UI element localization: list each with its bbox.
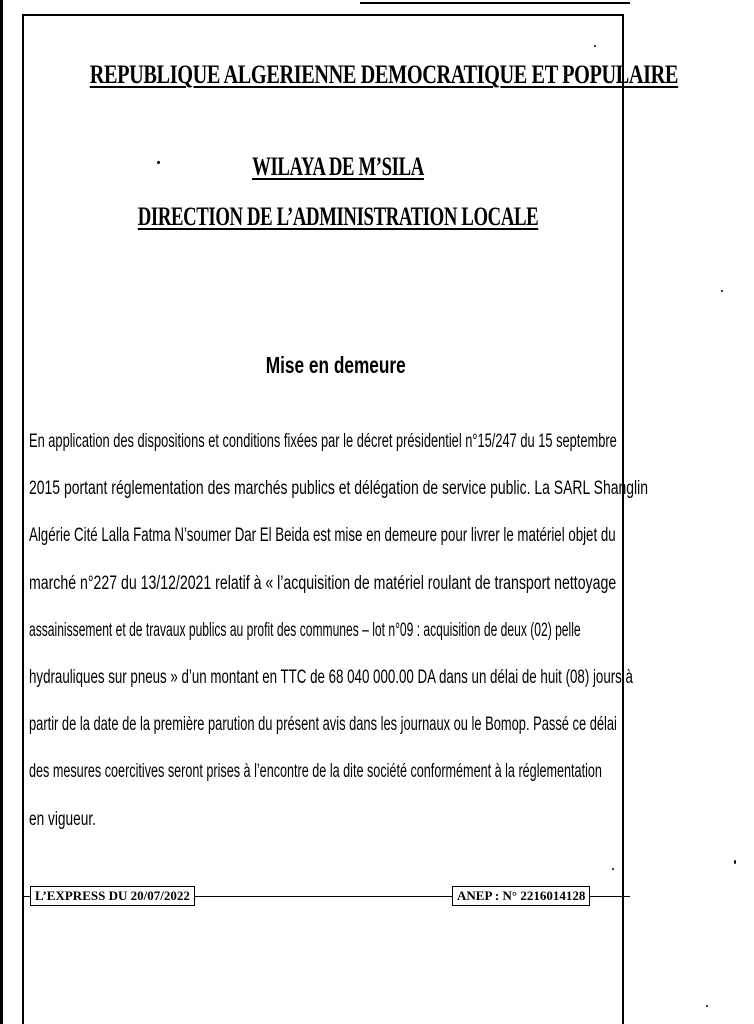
notice-body (29, 418, 648, 843)
republic-header: REPUBLIQUE ALGERIENNE DEMOCRATIQUE ET POPULAIRE (89, 60, 679, 89)
anep-stamp: ANEP : N° 2216014128 (452, 886, 590, 906)
scan-speck (612, 868, 614, 870)
scan-speck (721, 290, 723, 292)
body-line-7: partir de la date de la première parution du présent avis dans les journaux ou le Bomop. Passé ce délai (29, 714, 617, 736)
body-line-5: assainissement et de travaux publics au profit des communes – lot n°09 : acquisition de deux (02) pelle (29, 619, 581, 641)
body-line-2: 2015 portant réglementation des marchés publics et délégation de service public. La SARL Shanglin (29, 478, 648, 500)
body-line-8: des mesures coercitives seront prises à l’encontre de la dite société conformément à la réglementation (29, 761, 602, 783)
publication-footer (22, 886, 630, 906)
body-line-9: en vigueur. (29, 808, 96, 830)
scan-edge (0, 0, 3, 1024)
body-line-1: En application des dispositions et conditions fixées par le décret présidentiel n°15/247 du 15 septembre (29, 431, 617, 452)
scan-speck (734, 860, 736, 864)
scan-top-rule (360, 2, 630, 4)
scan-speck (594, 45, 596, 47)
publication-stamp: L’EXPRESS DU 20/07/2022 (30, 886, 195, 906)
body-line-6: hydrauliques sur pneus » d’un montant en TTC de 68 040 000.00 DA dans un délai de huit (08) jours à (29, 666, 633, 688)
wilaya-header: WILAYA DE M’SILA (252, 152, 424, 181)
body-line-4: marché n°227 du 13/12/2021 relatif à « l’acquisition de matériel roulant de transport nettoyage (29, 572, 617, 594)
document-title: Mise en demeure (265, 352, 406, 378)
scan-speck (157, 161, 160, 164)
body-line-3: Algérie Cité Lalla Fatma N’soumer Dar El Beida est mise en demeure pour livrer le matériel objet du (29, 525, 616, 547)
direction-header: DIRECTION DE L’ADMINISTRATION LOCALE (137, 202, 539, 231)
scan-speck (706, 1005, 708, 1007)
